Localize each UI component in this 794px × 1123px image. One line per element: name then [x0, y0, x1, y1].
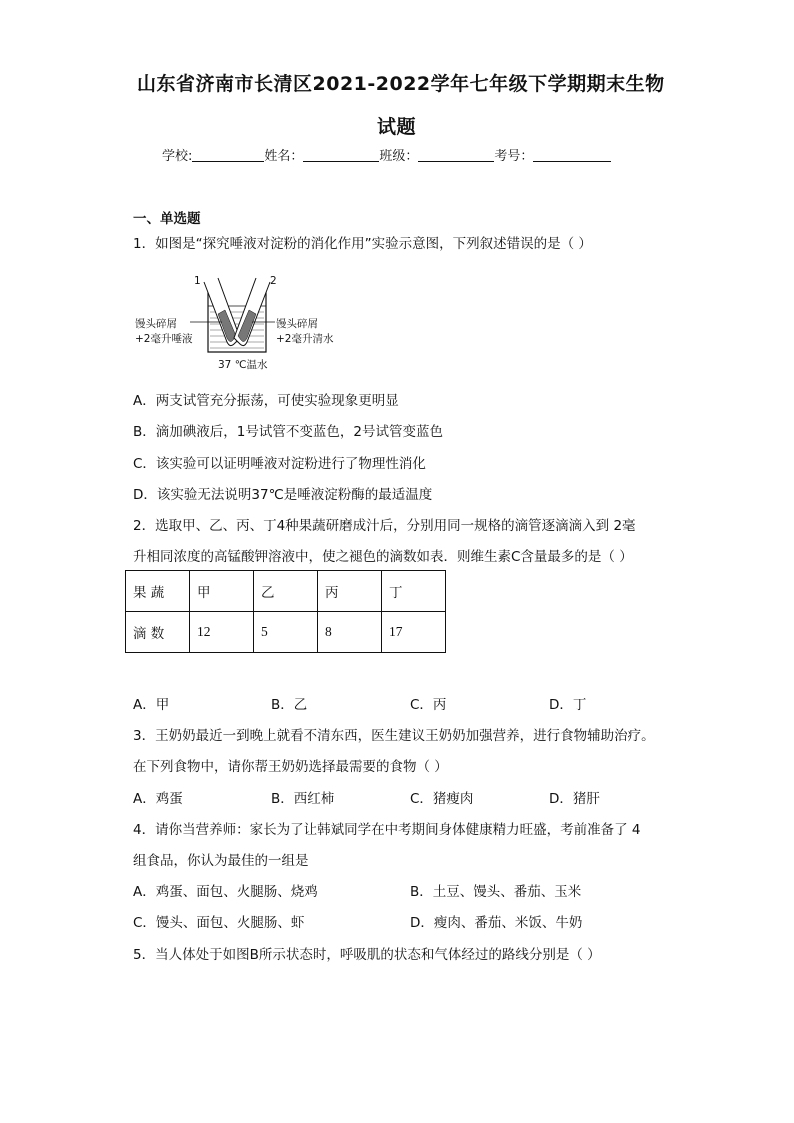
q1-option-a[interactable]: A．两支试管充分振荡，可使实验现象更明显: [133, 393, 399, 409]
table-cell: 17: [382, 612, 446, 653]
q4-option-b[interactable]: B．土豆、馒头、番茄、玉米: [410, 884, 582, 900]
class-label: 班级：: [379, 149, 419, 164]
q3-stem-line1: 3．王奶奶最近一到晚上就看不清东西，医生建议王奶奶加强营养，进行食物辅助治疗。: [133, 728, 655, 744]
table-cell: 乙: [254, 571, 318, 612]
left-label-line1: 馒头碎屑: [135, 318, 177, 330]
name-blank[interactable]: [303, 147, 379, 162]
table-cell: 12: [190, 612, 254, 653]
q3-stem-line2: 在下列食物中，请你帮王奶奶选择最需要的食物（ ）: [133, 759, 448, 775]
number-label: 考号：: [494, 149, 534, 164]
q1-stem: 1．如图是“探究唾液对淀粉的消化作用”实验示意图，下列叙述错误的是（ ）: [133, 236, 592, 252]
q2-option-b[interactable]: B．乙: [271, 697, 308, 713]
student-info-line: [162, 145, 611, 164]
right-label-line2: +2毫升清水: [276, 333, 334, 345]
q1-option-c[interactable]: C．该实验可以证明唾液对淀粉进行了物理性消化: [133, 456, 426, 472]
school-blank[interactable]: [192, 147, 264, 162]
q1-option-d[interactable]: D．该实验无法说明37℃是唾液淀粉酶的最适温度: [133, 487, 433, 503]
q4-option-a[interactable]: A．鸡蛋、面包、火腿肠、烧鸡: [133, 884, 318, 900]
q4-option-d[interactable]: D．瘦肉、番茄、米饭、牛奶: [410, 915, 583, 931]
q5-stem: 5．当人体处于如图B所示状态时，呼吸肌的状态和气体经过的路线分别是（ ）: [133, 947, 601, 963]
q3-option-b[interactable]: B．西红柿: [271, 791, 335, 807]
q3-option-c[interactable]: C．猪瘦肉: [410, 791, 474, 807]
paper-title-line1: 山东省济南市长清区2021-2022学年七年级下学期期末生物: [137, 73, 665, 95]
q3-option-d[interactable]: D．猪肝: [549, 791, 600, 807]
name-label: 姓名：: [264, 149, 304, 164]
table-cell: 丙: [318, 571, 382, 612]
fruit-vegetable-table: [125, 570, 446, 653]
section-heading: 一、单选题: [133, 211, 201, 227]
q1-option-b[interactable]: B．滴加碘液后，1号试管不变蓝色，2号试管变蓝色: [133, 424, 443, 440]
beaker-label: 37 ℃温水: [218, 359, 268, 371]
q4-stem-line2: 组食品，你认为最佳的一组是: [133, 853, 309, 869]
q2-stem-line2: 升相同浓度的高锰酸钾溶液中，使之褪色的滴数如表．则维生素C含量最多的是（ ）: [133, 549, 633, 565]
q4-stem-line1: 4．请你当营养师：家长为了让韩斌同学在中考期间身体健康精力旺盛，考前准备了 4: [133, 822, 641, 838]
school-label: 学校:: [162, 149, 193, 164]
tube2-number: 2: [270, 275, 277, 287]
table-cell: 丁: [382, 571, 446, 612]
q2-option-a[interactable]: A．甲: [133, 697, 170, 713]
paper-title-line2: 试题: [377, 116, 417, 138]
table-row: [126, 612, 446, 653]
q1-figure: [130, 272, 350, 372]
table-header-row: [126, 571, 446, 612]
table-cell: 5: [254, 612, 318, 653]
q4-option-c[interactable]: C．馒头、面包、火腿肠、虾: [133, 915, 305, 931]
table-cell: 滴 数: [126, 612, 190, 653]
q3-option-a[interactable]: A．鸡蛋: [133, 791, 183, 807]
q2-option-d[interactable]: D．丁: [549, 697, 587, 713]
left-label-line2: +2毫升唾液: [135, 333, 193, 345]
right-label-line1: 馒头碎屑: [276, 318, 318, 330]
table-cell: 甲: [190, 571, 254, 612]
table-cell: 8: [318, 612, 382, 653]
class-blank[interactable]: [418, 147, 494, 162]
q2-option-c[interactable]: C．丙: [410, 697, 447, 713]
tube1-number: 1: [194, 275, 201, 287]
q2-stem-line1: 2．选取甲、乙、丙、丁4种果蔬研磨成汁后，分别用同一规格的滴管逐滴滴入到 2毫: [133, 518, 636, 534]
number-blank[interactable]: [533, 147, 611, 162]
table-cell: 果 蔬: [126, 571, 190, 612]
